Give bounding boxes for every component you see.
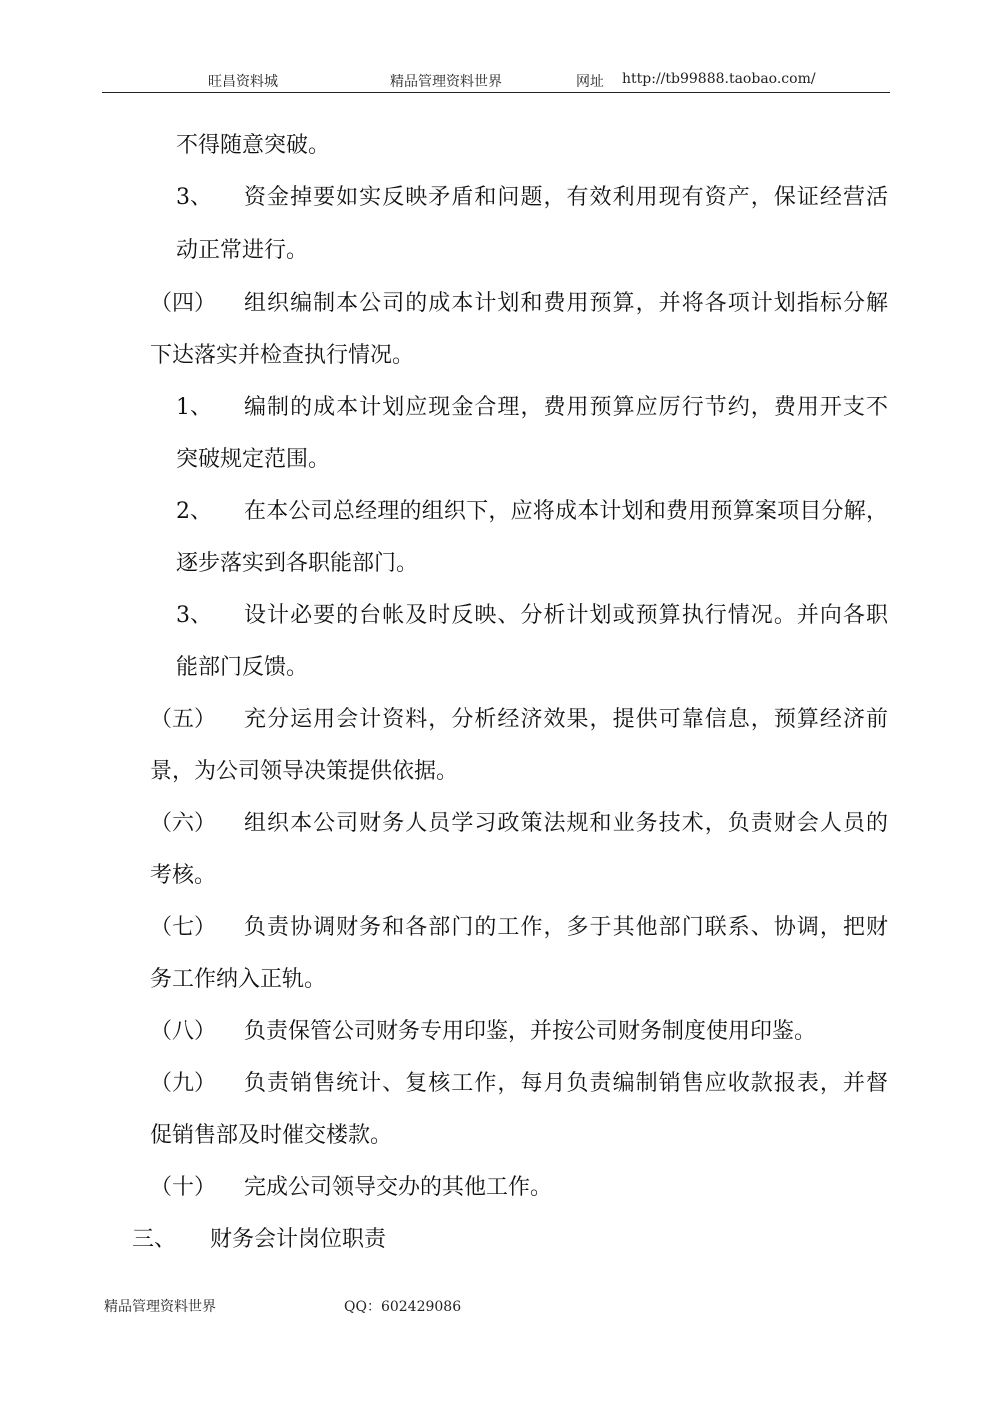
section-marker: （十） [150,1175,217,1200]
page-footer [0,1296,992,1320]
section-continuation: 促销售部及时催交楼款。 [150,1123,393,1148]
list-item-text: 资金掉要如实反映矛盾和问题，有效利用现有资产，保证经营活 [244,185,888,210]
footer-qq: QQ：602429086 [344,1299,462,1315]
list-item-continuation: 逐步落实到各职能部门。 [176,551,419,576]
section-text: 负责保管公司财务专用印鉴，并按公司财务制度使用印鉴。 [244,1019,817,1044]
list-item-text: 在本公司总经理的组织下，应将成本计划和费用预算案项目分解， [244,499,888,524]
section-continuation: 下达落实并检查执行情况。 [150,343,415,368]
section-marker: （六） [150,811,217,836]
section-marker: （七） [150,915,217,940]
header-center-text: 精品管理资料世界 [390,74,502,90]
list-marker: 3、 [176,185,212,210]
section-text: 组织本公司财务人员学习政策法规和业务技术，负责财会人员的 [244,811,888,836]
list-item-continuation: 突破规定范围。 [176,447,331,472]
section-text: 负责销售统计、复核工作，每月负责编制销售应收款报表，并督 [244,1071,888,1096]
list-item-continuation: 能部门反馈。 [176,655,309,680]
header-url-label: 网址 [576,74,604,90]
list-item-continuation: 动正常进行。 [176,238,309,263]
list-marker: 2、 [176,499,212,524]
section-marker: （五） [150,707,217,732]
section-text: 负责协调财务和各部门的工作，多于其他部门联系、协调，把财 [244,915,888,940]
section-continuation: 景，为公司领导决策提供依据。 [150,759,459,784]
section-marker: （四） [150,291,217,316]
list-marker: 3、 [176,603,212,628]
section-marker: （九） [150,1071,217,1096]
section-text: 组织编制本公司的成本计划和费用预算，并将各项计划指标分解 [244,291,888,316]
section-marker: （八） [150,1019,217,1044]
section-continuation: 考核。 [150,863,217,888]
header-left-text: 旺昌资料城 [208,74,278,90]
list-marker: 1、 [176,395,212,420]
list-item-text: 设计必要的台帐及时反映、分析计划或预算执行情况。并向各职 [244,603,888,628]
heading-marker: 三、 [132,1227,177,1252]
section-text: 充分运用会计资料，分析经济效果，提供可靠信息，预算经济前 [244,707,888,732]
section-continuation: 务工作纳入正轨。 [150,967,327,992]
header-url: http://tb99888.taobao.com/ [622,71,816,87]
footer-left-text: 精品管理资料世界 [104,1299,216,1315]
section-heading: 财务会计岗位职责 [210,1227,387,1252]
section-text: 完成公司领导交办的其他工作。 [244,1175,553,1200]
paragraph-line: 不得随意突破。 [176,133,331,158]
list-item-text: 编制的成本计划应现金合理，费用预算应厉行节约，费用开支不 [244,395,888,420]
